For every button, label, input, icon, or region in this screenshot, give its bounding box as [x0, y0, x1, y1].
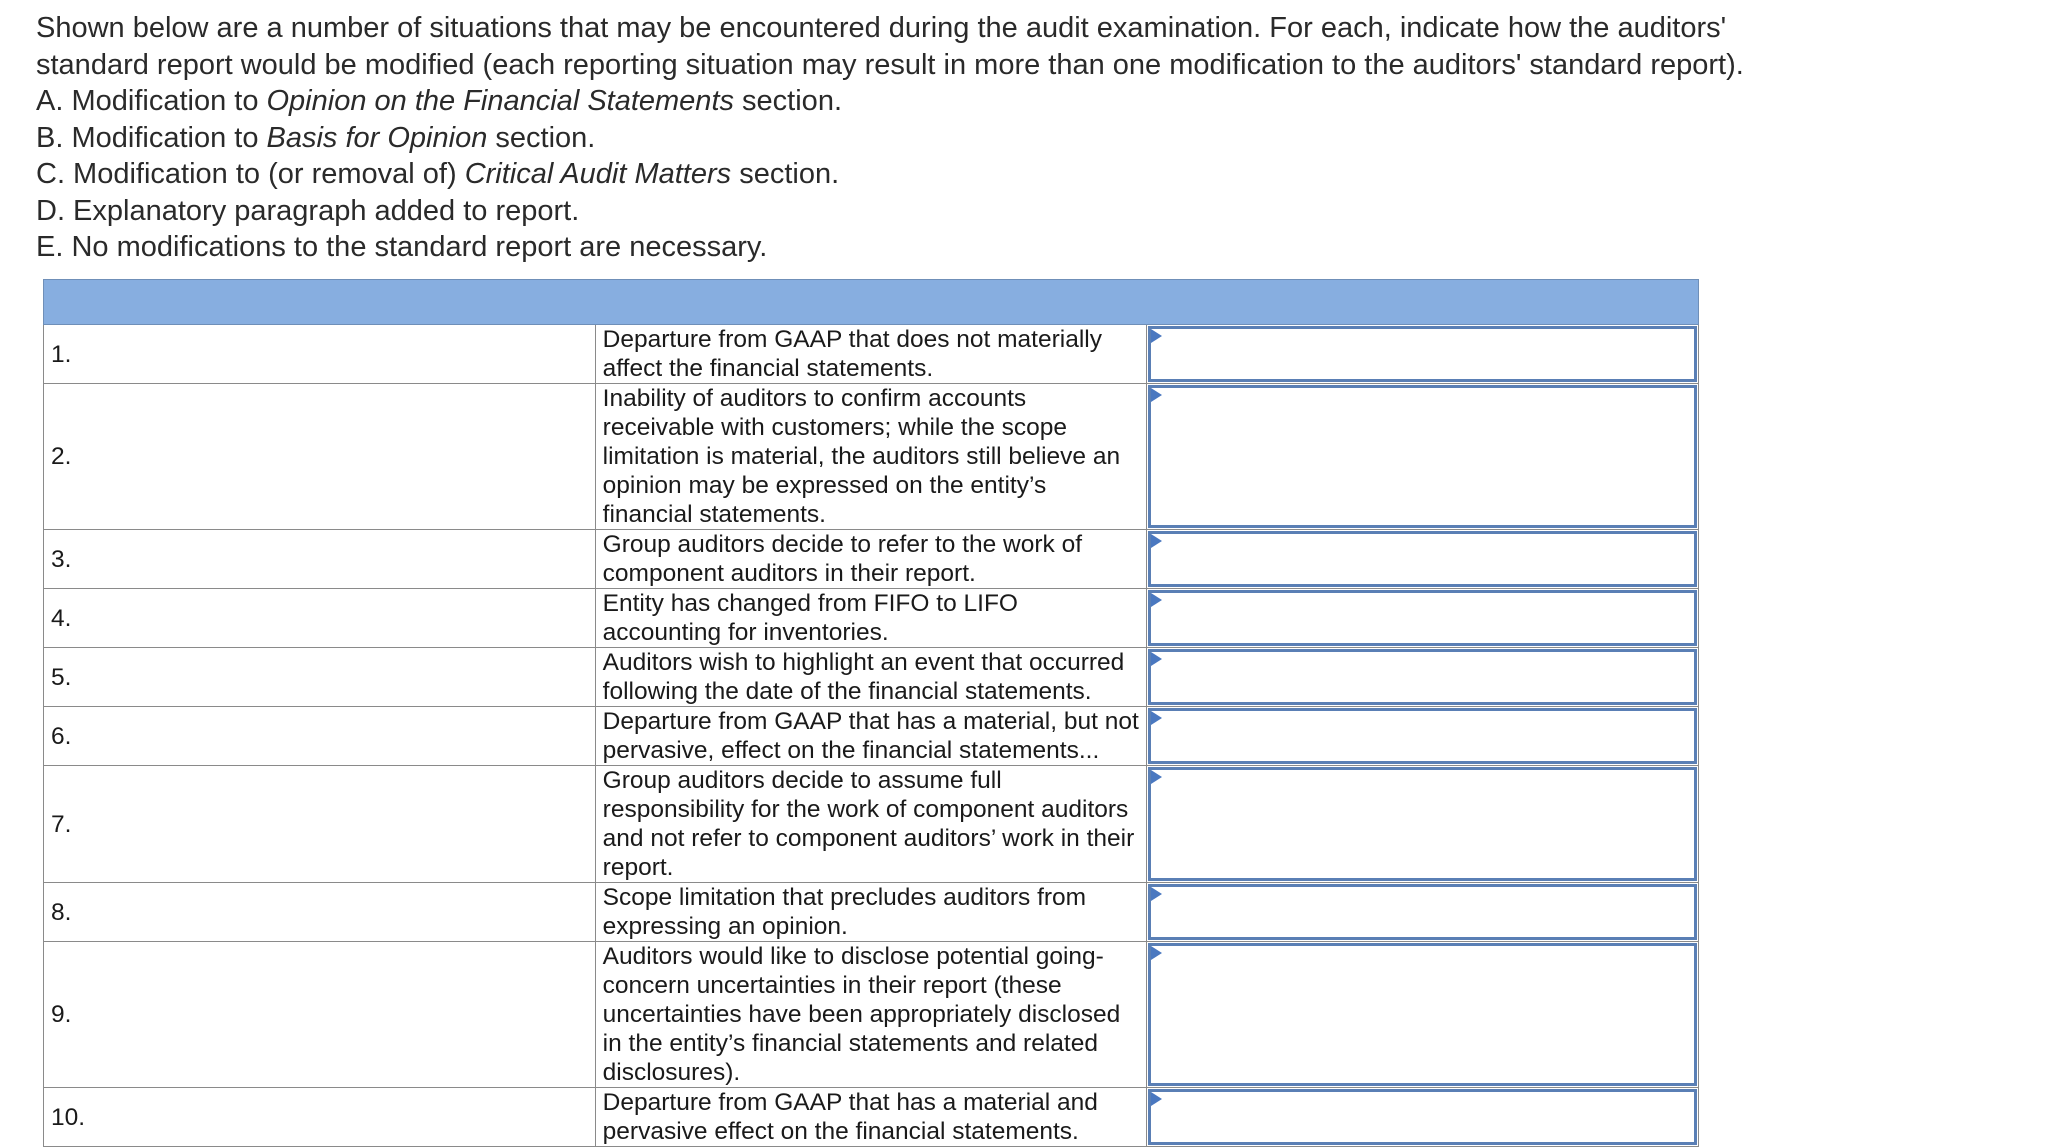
answer-cell — [1147, 648, 1699, 707]
row-description: Scope limitation that precludes auditors from expressing an opinion. — [595, 883, 1147, 942]
row-number: 6. — [44, 707, 596, 766]
answer-dropdown[interactable] — [1148, 590, 1697, 646]
row-description: Auditors wish to highlight an event that occurred following the date of the financial statements. — [595, 648, 1147, 707]
answer-dropdown[interactable] — [1148, 943, 1697, 1086]
dropdown-indicator-icon — [1151, 329, 1162, 343]
answer-dropdown[interactable] — [1148, 385, 1697, 528]
dropdown-indicator-icon — [1151, 534, 1162, 548]
dropdown-indicator-icon — [1151, 388, 1162, 402]
answer-cell — [1147, 589, 1699, 648]
table-row — [44, 942, 1699, 1088]
answer-cell — [1147, 325, 1699, 384]
option-c: C. Modification to (or removal of) Critical Audit Matters section. — [36, 158, 840, 190]
answer-cell — [1147, 707, 1699, 766]
table-row — [44, 707, 1699, 766]
dropdown-indicator-icon — [1151, 1092, 1162, 1106]
header-cell — [44, 280, 1699, 325]
row-description: Entity has changed from FIFO to LIFO accounting for inventories. — [595, 589, 1147, 648]
option-list — [36, 83, 2026, 266]
table-row — [44, 589, 1699, 648]
answer-cell — [1147, 384, 1699, 530]
option-a: A. Modification to Opinion on the Financial Statements section. — [36, 85, 842, 117]
table-row — [44, 530, 1699, 589]
row-description: Departure from GAAP that does not materially affect the financial statements. — [595, 325, 1147, 384]
row-description: Group auditors decide to assume full responsibility for the work of component auditors and not refer to component auditors’ work in their report. — [595, 766, 1147, 883]
table-row — [44, 766, 1699, 883]
answer-dropdown[interactable] — [1148, 531, 1697, 587]
row-number: 1. — [44, 325, 596, 384]
row-number: 5. — [44, 648, 596, 707]
answer-cell — [1147, 1088, 1699, 1147]
row-number: 3. — [44, 530, 596, 589]
answer-cell — [1147, 530, 1699, 589]
row-number: 10. — [44, 1088, 596, 1147]
answer-cell — [1147, 766, 1699, 883]
answer-dropdown[interactable] — [1148, 708, 1697, 764]
answer-cell — [1147, 942, 1699, 1088]
row-description: Departure from GAAP that has a material, but not pervasive, effect on the financial statements... — [595, 707, 1147, 766]
table-row — [44, 1088, 1699, 1147]
table-row — [44, 883, 1699, 942]
row-description: Departure from GAAP that has a material and pervasive effect on the financial statements. — [595, 1088, 1147, 1147]
dropdown-indicator-icon — [1151, 887, 1162, 901]
dropdown-indicator-icon — [1151, 593, 1162, 607]
answer-dropdown[interactable] — [1148, 649, 1697, 705]
row-description: Group auditors decide to refer to the work of component auditors in their report. — [595, 530, 1147, 589]
row-number: 9. — [44, 942, 596, 1088]
dropdown-indicator-icon — [1151, 946, 1162, 960]
row-number: 4. — [44, 589, 596, 648]
answer-dropdown[interactable] — [1148, 884, 1697, 940]
row-number: 7. — [44, 766, 596, 883]
option-e: E. No modifications to the standard report are necessary. — [36, 231, 768, 263]
answer-dropdown[interactable] — [1148, 326, 1697, 382]
instruction-line-2: standard report would be modified (each reporting situation may result in more than one modification to the auditors' standard report). — [36, 48, 1744, 81]
answer-dropdown[interactable] — [1148, 767, 1697, 881]
table-header — [44, 280, 1699, 325]
answer-cell — [1147, 883, 1699, 942]
row-description: Inability of auditors to confirm accounts receivable with customers; while the scope limitation is material, the auditors still believe an opinion may be expressed on the entity’s financial statements. — [595, 384, 1147, 530]
dropdown-indicator-icon — [1151, 711, 1162, 725]
instructions — [36, 10, 2026, 266]
answer-dropdown[interactable] — [1148, 1089, 1697, 1145]
situations-table — [43, 279, 1699, 1147]
dropdown-indicator-icon — [1151, 652, 1162, 666]
table-row — [44, 325, 1699, 384]
dropdown-indicator-icon — [1151, 770, 1162, 784]
row-number: 2. — [44, 384, 596, 530]
instruction-line-1: Shown below are a number of situations that may be encountered during the audit examination. For each, indicate how the auditors' — [36, 12, 1727, 44]
row-description: Auditors would like to disclose potential going-concern uncertainties in their report (these uncertainties have been appropriately disclosed in the entity’s financial statements and related disclosures). — [595, 942, 1147, 1088]
option-b: B. Modification to Basis for Opinion section. — [36, 121, 596, 154]
table-row — [44, 648, 1699, 707]
row-number: 8. — [44, 883, 596, 942]
table-row — [44, 384, 1699, 530]
option-d: D. Explanatory paragraph added to report. — [36, 194, 580, 227]
